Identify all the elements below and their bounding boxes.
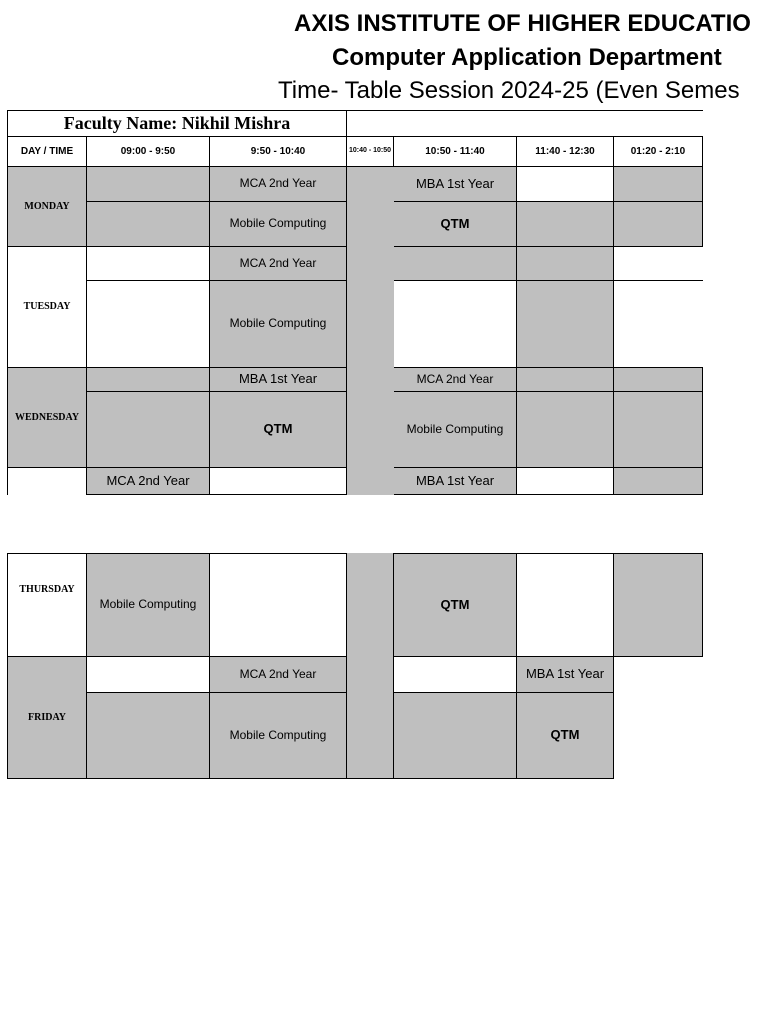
header-slot-break: 10:40 - 10:50 xyxy=(347,137,394,167)
cell xyxy=(87,368,210,392)
cell xyxy=(517,368,614,392)
day-monday: MONDAY xyxy=(7,167,87,247)
class-cell: MCA 2nd Year xyxy=(210,657,347,693)
cell xyxy=(394,281,517,368)
cell xyxy=(517,392,614,468)
cell xyxy=(517,247,614,281)
cell xyxy=(87,247,210,281)
cell xyxy=(614,468,703,495)
day-thursday-top xyxy=(7,468,87,495)
subject-cell: QTM xyxy=(517,693,614,779)
class-cell: MCA 2nd Year xyxy=(87,468,210,495)
day-tuesday: TUESDAY xyxy=(7,247,87,368)
class-cell: MBA 1st Year xyxy=(210,368,347,392)
subject-cell: Mobile Computing xyxy=(210,281,347,368)
faculty-name: Faculty Name: Nikhil Mishra xyxy=(7,110,347,137)
day-wednesday: WEDNESDAY xyxy=(7,368,87,468)
cell xyxy=(614,247,703,281)
cell xyxy=(614,553,703,657)
break-column xyxy=(347,167,394,495)
header-slot-0900: 09:00 - 9:50 xyxy=(87,137,210,167)
header-slot-0120: 01:20 - 2:10 xyxy=(614,137,703,167)
class-cell: MCA 2nd Year xyxy=(210,247,347,281)
cell xyxy=(87,167,210,202)
class-cell: MBA 1st Year xyxy=(394,167,517,202)
class-cell: MBA 1st Year xyxy=(394,468,517,495)
break-column-lower xyxy=(347,553,394,779)
cell xyxy=(87,202,210,247)
cell xyxy=(614,202,703,247)
institute-title: AXIS INSTITUTE OF HIGHER EDUCATIO xyxy=(294,10,751,37)
cell xyxy=(614,368,703,392)
cell xyxy=(517,468,614,495)
cell xyxy=(394,657,517,693)
faculty-row-blank xyxy=(347,110,703,137)
department-title: Computer Application Department xyxy=(332,44,722,71)
cell xyxy=(394,247,517,281)
cell xyxy=(87,392,210,468)
cell xyxy=(210,468,347,495)
cell xyxy=(87,657,210,693)
subject-cell: QTM xyxy=(394,202,517,247)
session-title: Time- Table Session 2024-25 (Even Semes xyxy=(278,77,740,104)
class-cell: MCA 2nd Year xyxy=(394,368,517,392)
cell xyxy=(87,693,210,779)
day-thursday: THURSDAY xyxy=(7,553,87,657)
header-slot-0950: 9:50 - 10:40 xyxy=(210,137,347,167)
cell xyxy=(210,553,347,657)
subject-cell: Mobile Computing xyxy=(210,202,347,247)
subject-cell: QTM xyxy=(394,553,517,657)
cell xyxy=(517,167,614,202)
cell xyxy=(517,553,614,657)
class-cell: MBA 1st Year xyxy=(517,657,614,693)
class-cell: MCA 2nd Year xyxy=(210,167,347,202)
cell xyxy=(614,281,703,368)
subject-cell: Mobile Computing xyxy=(394,392,517,468)
cell xyxy=(517,281,614,368)
cell xyxy=(394,693,517,779)
day-friday: FRIDAY xyxy=(7,657,87,779)
cell xyxy=(614,392,703,468)
header-day-time: DAY / TIME xyxy=(7,137,87,167)
subject-cell: Mobile Computing xyxy=(87,553,210,657)
header-slot-1050: 10:50 - 11:40 xyxy=(394,137,517,167)
subject-cell: QTM xyxy=(210,392,347,468)
header-slot-1140: 11:40 - 12:30 xyxy=(517,137,614,167)
cell xyxy=(87,281,210,368)
subject-cell: Mobile Computing xyxy=(210,693,347,779)
cell xyxy=(517,202,614,247)
cell xyxy=(614,167,703,202)
